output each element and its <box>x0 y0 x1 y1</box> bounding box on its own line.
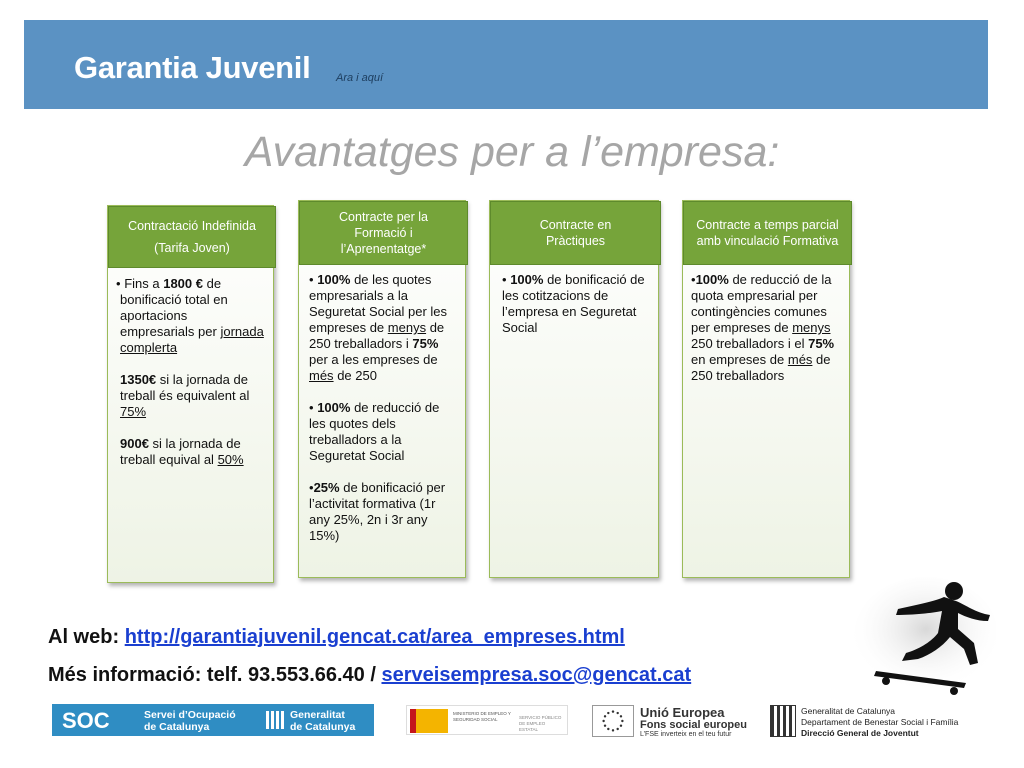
text-fragment: en empreses de <box>691 352 785 367</box>
text-fragment: 250 treballadors i el <box>691 336 805 351</box>
amount-highlight: 100% <box>510 272 544 287</box>
amount-highlight: 100% <box>695 272 729 287</box>
card-paragraph <box>309 400 459 464</box>
card-contractacio-indefinida <box>107 205 274 583</box>
text-underlined: menys <box>387 320 427 335</box>
amount-highlight: 1350€ <box>120 372 157 387</box>
eu-stars-icon <box>593 706 633 736</box>
bullet: • <box>309 400 314 415</box>
text-underlined: 50% <box>217 452 244 467</box>
text-underlined: més <box>787 352 813 367</box>
eu-tagline: L’FSE inverteix en el teu futur <box>640 731 732 738</box>
amount-highlight: 75% <box>412 336 439 351</box>
card-heading <box>683 201 852 265</box>
soc-name <box>144 709 236 733</box>
card-body <box>490 272 658 352</box>
card-paragraph <box>502 272 650 336</box>
text-fragment: de bonificació de les cotitzacions de l’empresa en Seguretat Social <box>502 272 645 335</box>
page-title: Avantatges per a l’empresa: <box>244 128 780 176</box>
text-fragment: de bonificació per l’activitat formativa (1r any 25%, 2n i 3r any 15%) <box>309 480 446 543</box>
text-underlined: 75% <box>120 404 147 419</box>
gen-line: Generalitat <box>290 709 345 721</box>
email-link[interactable]: serveisempresa.soc@gencat.cat <box>381 664 692 686</box>
text-fragment: de les quotes empresarials a la Seguretat Social per les empreses de <box>309 272 448 335</box>
bullet: • <box>502 272 507 287</box>
card-paragraph <box>120 436 265 468</box>
amount-highlight: 75% <box>808 336 835 351</box>
brand-subtitle: Ara i aquí <box>336 72 384 84</box>
gencat-line: Departament de Benestar Social i Família <box>801 717 959 727</box>
amount-highlight: 100% <box>317 272 351 287</box>
card-paragraph <box>309 272 459 384</box>
info-label: Més informació: telf. 93.553.66.40 / <box>48 664 376 686</box>
eu-fund: Fons social europeu <box>640 719 747 731</box>
gen-line: de Catalunya <box>290 721 356 733</box>
text-underlined: menys <box>792 320 831 335</box>
web-label: Al web: <box>48 626 120 648</box>
card-heading-text: Contracte en Pràctiques <box>539 218 612 248</box>
text-fragment: de bonificació total en aportacions empresarials per <box>120 276 228 339</box>
gencat-line: Direcció General de Joventut <box>801 728 919 738</box>
text-fragment: si la jornada de treball és equivalent al <box>120 372 250 403</box>
card-temps-parcial <box>682 200 850 578</box>
brand-title: Garantia Juvenil <box>74 50 311 85</box>
card-paragraph <box>120 372 265 420</box>
card-heading <box>299 201 468 265</box>
text-fragment: per a les empreses de <box>309 352 438 367</box>
text-fragment: Fins a <box>124 276 160 291</box>
card-heading-text: Contracte per la Formació i l’Aprenentatge* <box>339 210 428 256</box>
card-contracte-practiques <box>489 200 659 578</box>
card-body <box>299 272 465 560</box>
card-heading <box>490 201 661 265</box>
bullet: • <box>309 272 314 287</box>
skater-silhouette-icon <box>846 575 996 700</box>
card-subheading-text: (Tarifa Joven) <box>154 241 230 255</box>
text-underlined: més <box>309 368 334 383</box>
ministry-name: MINISTERIO DE EMPLEO Y SEGURIDAD SOCIAL <box>453 711 511 722</box>
card-contracte-formacio <box>298 200 466 578</box>
eu-title: Unió Europea <box>640 705 725 720</box>
text-underlined: jornada complerta <box>120 324 264 355</box>
soc-generalitat-logo <box>52 704 374 736</box>
amount-highlight: 1800 € <box>163 276 203 291</box>
ministry-logo <box>406 705 568 735</box>
soc-abbr: SOC <box>62 708 110 733</box>
web-contact-line <box>48 626 625 649</box>
eu-fse-logo <box>592 705 760 737</box>
soc-line: de Catalunya <box>144 721 210 733</box>
bullet: • <box>309 480 314 495</box>
text-fragment: de 250 <box>337 368 377 383</box>
info-contact-line <box>48 664 691 687</box>
ministry-service: SERVICIO PÚBLICO DE EMPLEO ESTATAL <box>519 715 562 732</box>
header-banner <box>24 20 988 109</box>
generalitat-name <box>290 709 355 733</box>
text-fragment: si la jornada de treball equival al <box>120 436 241 467</box>
card-body <box>108 276 273 484</box>
eu-flag-icon <box>592 705 634 737</box>
gencat-line: Generalitat de Catalunya <box>801 706 896 716</box>
soc-line: Servei d’Ocupació <box>144 709 236 721</box>
text-fragment: de 250 treballadors <box>691 352 831 383</box>
card-heading-text: Contracte a temps parcial amb vinculació Formativa <box>696 218 839 248</box>
card-heading <box>108 206 276 268</box>
generalitat-emblem-icon <box>266 711 284 729</box>
amount-highlight: 25% <box>313 480 340 495</box>
bullet: • <box>691 272 696 287</box>
card-body <box>683 272 849 400</box>
web-link[interactable]: http://garantiajuvenil.gencat.cat/area_empreses.html <box>124 626 625 648</box>
card-heading-text: Contractació Indefinida <box>128 219 256 233</box>
card-paragraph <box>691 272 843 384</box>
gencat-joventut-logo <box>770 705 980 737</box>
amount-highlight: 100% <box>317 400 351 415</box>
spain-crest-icon <box>410 709 448 733</box>
text-fragment: de 250 treballadors i <box>309 320 445 351</box>
amount-highlight: 900€ <box>120 436 149 451</box>
card-paragraph <box>116 276 265 356</box>
generalitat-emblem-icon <box>770 705 796 737</box>
text-fragment: de reducció de la quota empresarial per contingències comunes per empreses de <box>691 272 832 335</box>
text-fragment: de reducció de les quotes dels treballadors a la Seguretat Social <box>309 400 440 463</box>
card-paragraph <box>309 480 459 544</box>
bullet: • <box>116 276 121 291</box>
